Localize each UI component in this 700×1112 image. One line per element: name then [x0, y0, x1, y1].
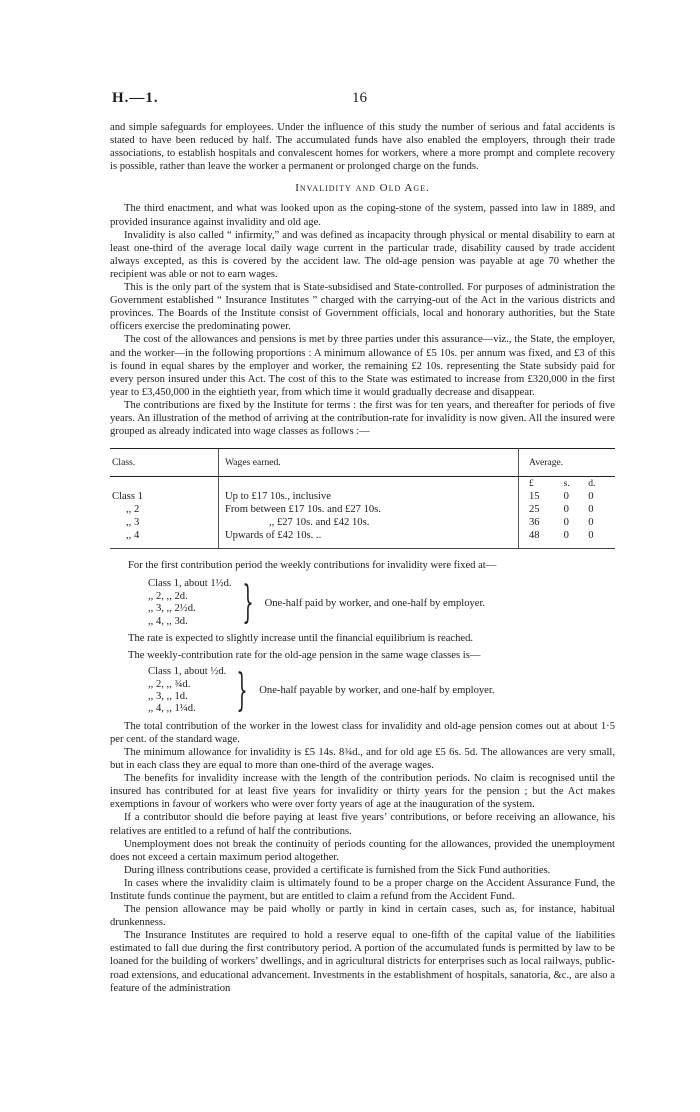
average-pounds-cell: 48 — [529, 530, 540, 542]
brace-icon: } — [236, 664, 248, 716]
paragraph: The benefits for invalidity increase with the length of the contribution periods. No claim is recognised until the insured has contributed for at least five years for invalidity or thirty years for the pension ; but the Act makes exemptions in favour of workers who were over forty years of age at the inauguration of the system. — [110, 773, 615, 811]
rate-line: ,, 4, ,, 1¼d. — [148, 703, 196, 715]
unit-shillings: s. — [563, 478, 570, 490]
wage-cell: Upwards of £42 10s. .. — [219, 529, 519, 542]
page-number: 16 — [352, 90, 367, 106]
oldage-rates-block — [148, 666, 615, 716]
invalidity-note: One-half paid by worker, and one-half by employer. — [264, 597, 486, 609]
paragraph: The minimum allowance for invalidity is £5 14s. 8¾d., and for old age £5 6s. 5d. The allowances are very small, but in each class they are equal to more than one-third of the average wages. — [110, 746, 615, 772]
column-header-average: Average. — [519, 449, 616, 477]
paragraph: In cases where the invalidity claim is ultimately found to be a proper charge on the Accident Assurance Fund, the Institute funds continue the payment, but are entitled to claim a refund from the Accident Fund. — [110, 877, 615, 902]
invalidity-intro: For the first contribution period the weekly contributions for invalidity were fixed at— — [128, 560, 497, 572]
average-shillings-cell: 0 — [563, 491, 569, 503]
average-pounds-cell: 36 — [529, 517, 540, 529]
paragraph: and simple safeguards for employees. Under the influence of this study the number of serious and fatal accidents is stated to have been reduced by half. The accumulated funds have also enabled the employers, through their trade associations, to establish hospitals and convalescent homes for workers, where a more prompt and complete recovery is possible, rather than leave the worker a permanent or prolonged charge on the funds. — [110, 122, 615, 173]
invalidity-rates-block — [148, 578, 615, 628]
column-header-class: Class. — [110, 449, 219, 477]
paragraph: Invalidity is also called “ infirmity,” and was defined as incapacity through physical or mental disability to earn at least one-third of the average local daily wage current in the particular trade, disability caused by trade accident always excepted, as this is covered by the accident law. The old-age pension was payable at age 70 whether the recipient was able or not to earn wages. — [110, 229, 615, 280]
table-row — [110, 490, 615, 503]
wage-class-table — [110, 448, 615, 549]
average-shillings-cell: 0 — [563, 517, 569, 529]
table-row — [110, 516, 615, 529]
average-pence-cell: 0 — [588, 517, 594, 529]
oldage-intro: The weekly-contribution rate for the old-age pension in the same wage classes is— — [128, 650, 481, 662]
rate-line: ,, 4, ,, 3d. — [148, 615, 188, 627]
column-header-wages: Wages earned. — [219, 449, 519, 477]
average-pounds-cell: 25 — [529, 504, 540, 516]
paragraph: The Insurance Institutes are required to hold a reserve equal to one-fifth of the capital value of the liabilities estimated to fall due during the first contributory period. A portion of the accumulated funds is permitted by law to be loaned for the building of workers’ dwellings, and in agricultural districts for enterprises such as local railways, public-road extensions, and educational advancement. Investments in the establishment of hospitals, sanatoria, &c., are also a feature of the administration — [110, 930, 615, 994]
brace-icon: } — [241, 577, 254, 629]
class-cell: ,, 4 — [126, 530, 140, 542]
average-pence-cell: 0 — [588, 530, 594, 542]
paragraph: The total contribution of the worker in the lowest class for invalidity and old-age pension comes out at about 1·5 per cent. of the standard wage. — [110, 720, 615, 745]
body-text — [110, 121, 615, 995]
oldage-note: One-half payable by worker, and one-half by employer. — [259, 685, 495, 697]
class-cell: ,, 3 — [126, 517, 140, 529]
rate-line: ,, 2, ,, 2d. — [148, 590, 188, 602]
average-shillings-cell: 0 — [563, 504, 569, 516]
rate-line: ,, 3, ,, 1d. — [148, 690, 188, 702]
class-cell: ,, 2 — [126, 504, 140, 516]
rate-note: The rate is expected to slightly increase until the financial equilibrium is reached. — [128, 632, 474, 644]
average-pence-cell: 0 — [588, 504, 594, 516]
table-header-row — [110, 449, 615, 477]
class-cell: Class 1 — [112, 491, 143, 503]
table-row — [110, 503, 615, 516]
unit-pounds: £ — [529, 478, 534, 490]
wage-cell: Up to £17 10s., inclusive — [219, 490, 519, 503]
rate-line: Class 1, about ½d. — [148, 666, 227, 678]
document-reference: H.—1. — [112, 90, 159, 106]
paragraph: Unemployment does not break the continuity of periods counting for the allowances, provided the unemployment does not exceed a certain maximum period altogether. — [110, 838, 615, 863]
rate-line: Class 1, about 1½d. — [148, 578, 232, 590]
table-row — [110, 529, 615, 542]
page-header — [112, 90, 612, 110]
wage-cell: ,, £27 10s. and £42 10s. — [219, 516, 519, 529]
paragraph: During illness contributions cease, provided a certificate is furnished from the Sick Fund authorities. — [124, 864, 551, 876]
average-pounds-cell: 15 — [529, 491, 540, 503]
section-heading: Invalidity and Old Age. — [295, 182, 430, 195]
paragraph: The cost of the allowances and pensions is met by three parties under this assurance—viz., the State, the employer, and the worker—in the following proportions : A minimum allowance of £5 10s. per annum was fixed, and £3 of this is found in equal shares by the employer and worker, the remaining £2 10s. representing the State subsidy paid for every person insured under this Act. The cost of this to the State was estimated to increase from £320,000 in the first year to £3,450,000 in the eightieth year, from which time it would gradually decrease and disappear. — [110, 334, 615, 398]
paragraph: If a contributor should die before paying at least five years’ contributions, or before receiving an allowance, his relatives are entitled to a refund of half the contributions. — [110, 812, 615, 837]
average-pence-cell: 0 — [588, 491, 594, 503]
units-row — [110, 477, 615, 491]
paragraph: The pension allowance may be paid wholly or partly in kind in certain cases, such as, for instance, habitual drunkenness. — [110, 904, 615, 929]
rate-line: ,, 2, ,, ¾d. — [148, 678, 191, 690]
paragraph: The third enactment, and what was looked upon as the coping-stone of the system, passed into law in 1889, and provided insurance against invalidity and old age. — [110, 203, 615, 228]
paragraph: This is the only part of the system that is State-subsidised and State-controlled. For purposes of administration the Government established “ Insurance Institutes ” charged with the carrying-out of the Act in the various districts and provinces. The Boards of the Institute consist of Government officials, local and honorary authorities, but the State officers exercise the predominating power. — [110, 282, 615, 333]
unit-pence: d. — [588, 478, 596, 490]
rate-line: ,, 3, ,, 2½d. — [148, 603, 196, 615]
paragraph: The contributions are fixed by the Institute for terms : the first was for ten years, and thereafter for periods of five years. An illustration of the method of arriving at the contribution-rate for invalidity is now given. All the insured were grouped as already indicated into wage classes as follows :— — [110, 399, 615, 438]
wage-cell: From between £17 10s. and £27 10s. — [219, 503, 519, 516]
average-shillings-cell: 0 — [563, 530, 569, 542]
